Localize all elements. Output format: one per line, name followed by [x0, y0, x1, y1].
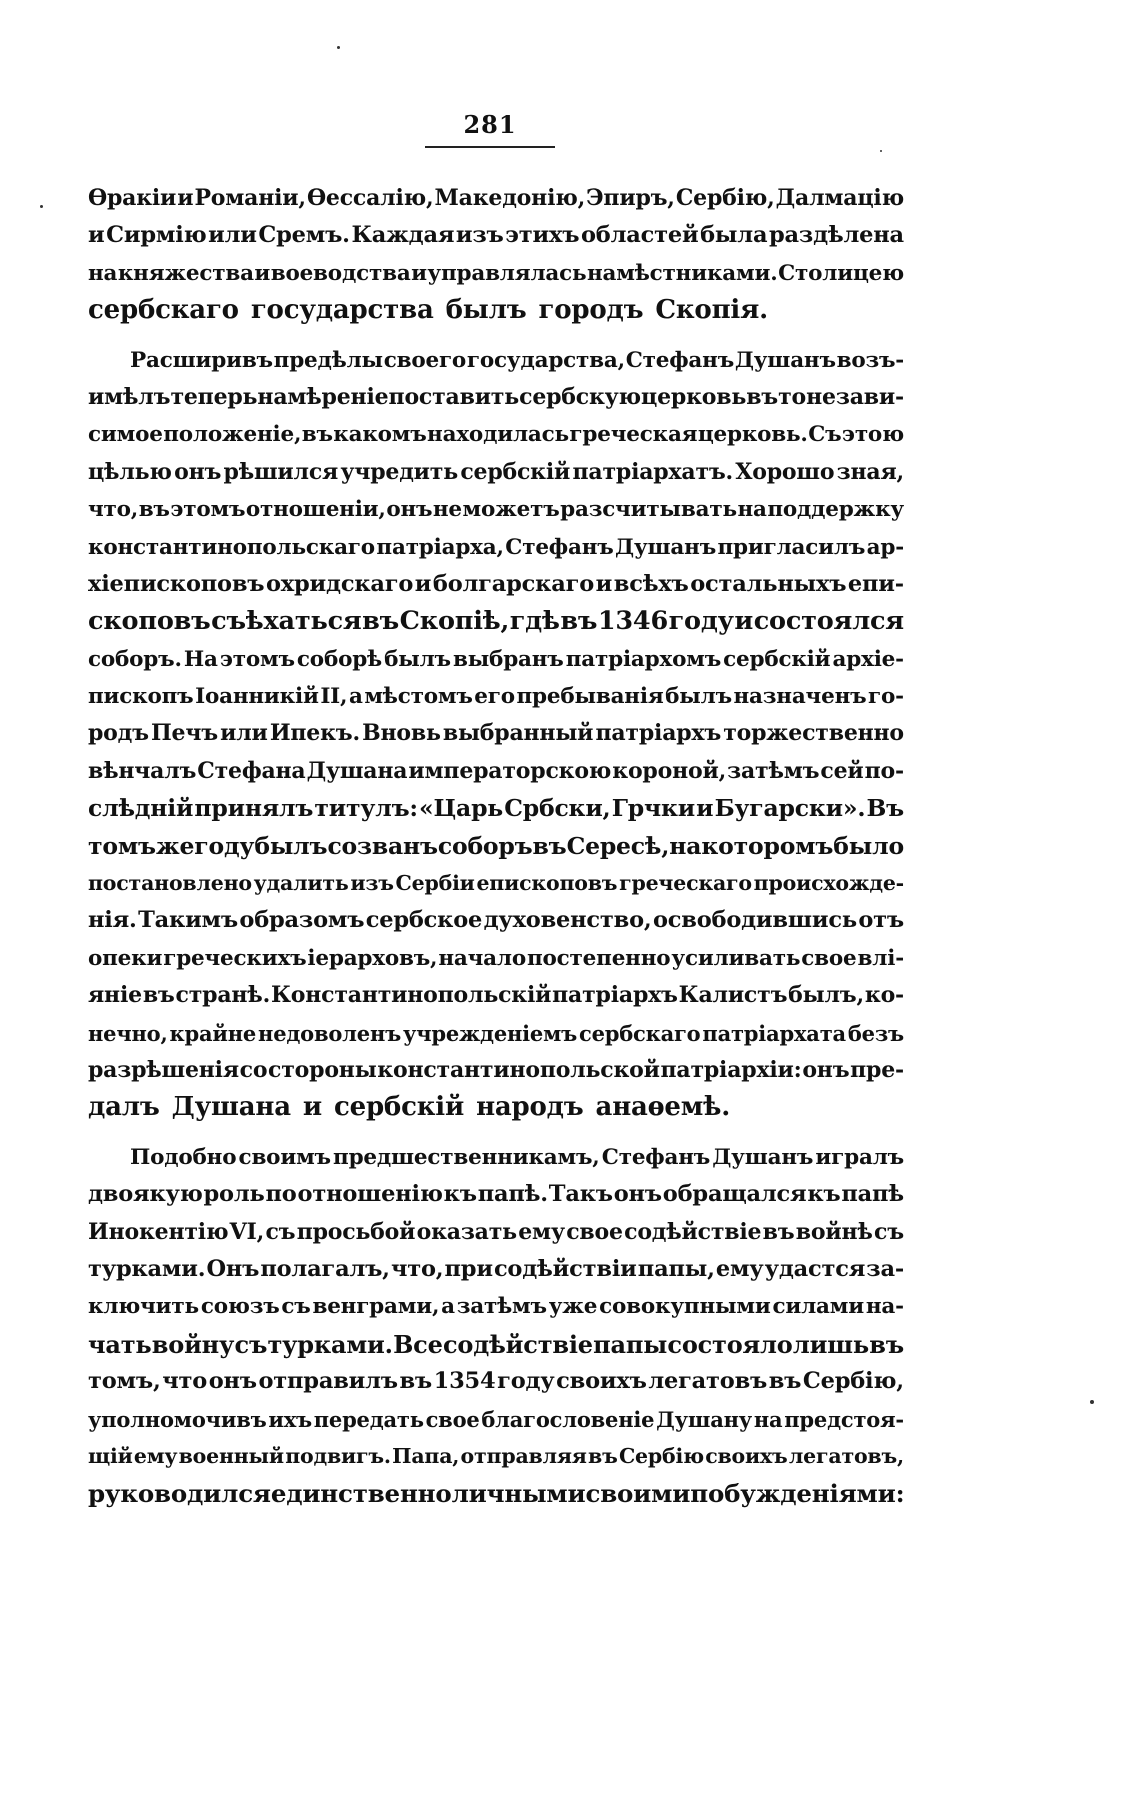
scan-speck: [880, 150, 882, 152]
text-line: соборъ. На этомъ соборѣ былъ выбранъ патріархомъ сербскій архіе-: [88, 646, 904, 672]
text-line: далъ Душана и сербскій народъ анаѳемѣ.: [88, 1092, 731, 1123]
text-line: опеки греческихъ іерарховъ, начало постепенно усиливать свое влі-: [88, 945, 904, 971]
text-line: Подобно своимъ предшественникамъ, Стефанъ Душанъ игралъ: [130, 1144, 904, 1170]
text-line: вѣнчалъ Стефана Душана императорскою короной, затѣмъ сей по-: [88, 757, 904, 784]
text-line: томъ же году былъ созванъ соборъ въ Сересѣ, на которомъ было: [88, 831, 904, 860]
text-line: Расширивъ предѣлы своего государства, Стефанъ Душанъ возъ-: [130, 347, 904, 373]
text-line: нечно, крайне недоволенъ учрежденіемъ сербскаго патріархата безъ: [88, 1020, 904, 1046]
text-line: турками. Онъ полагалъ, что, при содѣйствіи папы, ему удастся за-: [88, 1255, 904, 1282]
text-line: слѣдній принялъ титулъ: «Царь Србски, Грчки и Бугарски». Въ: [88, 794, 904, 823]
page-number: 281: [463, 110, 517, 139]
text-line: сербскаго государства былъ городъ Скопія.: [88, 295, 768, 326]
text-line: томъ, что онъ отправилъ въ 1354 году своихъ легатовъ въ Сербію,: [88, 1368, 904, 1395]
page-number-rule: [425, 146, 555, 148]
scan-speck: [40, 205, 43, 208]
text-line: постановлено удалить изъ Сербіи епископовъ греческаго происхожде-: [88, 871, 904, 896]
text-line: двоякую роль по отношенію къ папѣ. Такъ онъ обращался къ папѣ: [88, 1181, 904, 1208]
text-line: руководился единственно личными своими побужденіями:: [88, 1479, 905, 1509]
text-line: щій ему военный подвигъ. Папа, отправляя въ Сербію своихъ легатовъ,: [88, 1443, 904, 1468]
text-line: скоповъ съѣхаться въ Скопіѣ, гдѣ въ 1346 году и состоялся: [88, 606, 904, 637]
text-line: чать войну съ турками. Все содѣйствіе папы состояло лишь въ: [88, 1329, 904, 1359]
text-line: нія. Такимъ образомъ сербское духовенство, освободившись отъ: [88, 907, 904, 934]
scan-speck: [1090, 1400, 1094, 1404]
text-line: константинопольскаго патріарха, Стефанъ Душанъ пригласилъ ар-: [88, 534, 904, 560]
text-line: и Сирмію или Сремъ. Каждая изъ этихъ областей была раздѣлена: [88, 222, 904, 249]
scan-speck: [337, 46, 340, 49]
body-text: [88, 180, 904, 1513]
text-line: разрѣшенія со стороны константинопольской патріархіи: онъ пре-: [88, 1056, 904, 1083]
text-line: ключить союзъ съ венграми, а затѣмъ уже совокупными силами на-: [88, 1294, 904, 1320]
text-line: на княжества и воеводства и управлялась намѣстниками. Столицею: [88, 260, 904, 286]
text-line: уполномочивъ ихъ передать свое благословеніе Душану на предстоя-: [88, 1406, 904, 1432]
text-line: цѣлью онъ рѣшился учредить сербскій патріархатъ. Хорошо зная,: [88, 458, 904, 485]
text-line: яніе въ странѣ. Константинопольскій патріархъ Калистъ былъ, ко-: [88, 982, 904, 1009]
text-line: пископъ Іоанникій II, а мѣстомъ его пребыванія былъ назначенъ го-: [88, 684, 904, 710]
text-line: что, въ этомъ отношеніи, онъ не можетъ разсчитывать на поддержку: [88, 497, 904, 523]
text-line: родъ Печъ или Ипекъ. Вновь выбранный патріархъ торжественно: [88, 720, 904, 747]
text-line: хіепископовъ охридскаго и болгарскаго и всѣхъ остальныхъ епи-: [88, 570, 904, 597]
text-line: Инокентію VI, съ просьбой оказать ему свое содѣйствіе въ войнѣ съ: [88, 1218, 904, 1245]
text-line: симое положеніе, въ какомъ находилась греческая церковь. Съ этою: [88, 422, 904, 448]
text-line: имѣлъ теперь намѣреніе поставить сербскую церковь въ то незави-: [88, 383, 904, 410]
text-line: Ѳракіи и Романіи, Ѳессалію, Македонію, Эпиръ, Сербію, Далмацію: [88, 185, 904, 211]
